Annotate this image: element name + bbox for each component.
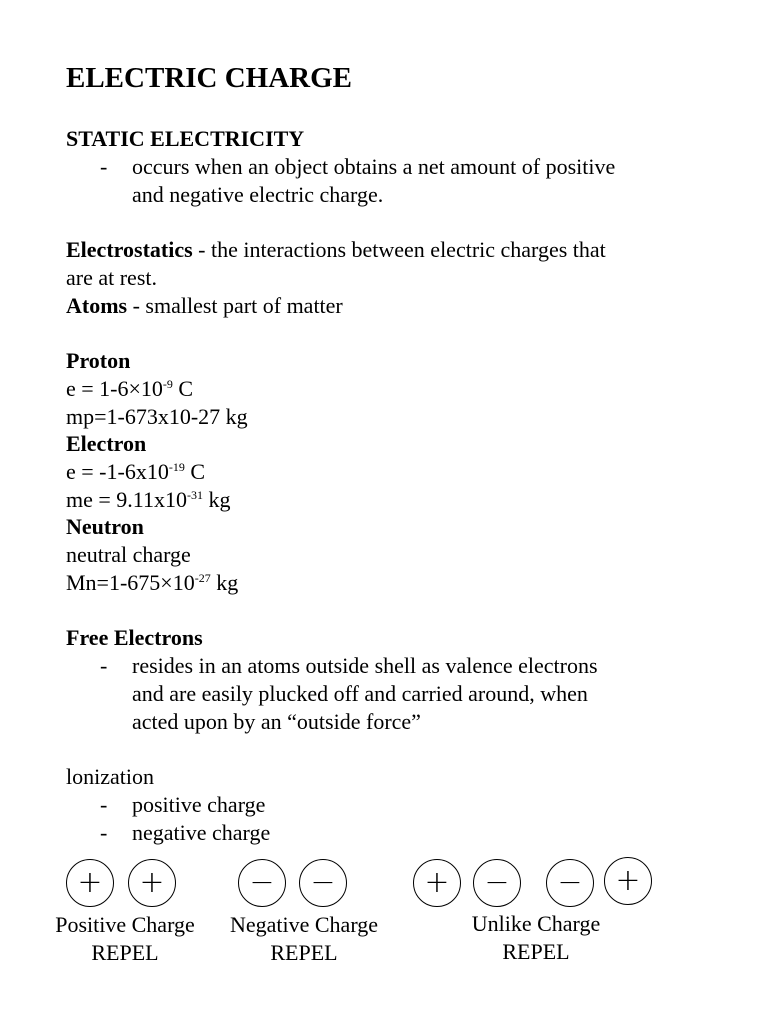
electrostatics-term: Electrostatics bbox=[66, 237, 193, 262]
positive-charge-circle: + bbox=[66, 859, 114, 907]
static-electricity-heading: STATIC ELECTRICITY bbox=[66, 126, 305, 151]
proton-charge bbox=[66, 375, 193, 403]
negative-charge-circle: − bbox=[299, 859, 347, 907]
positive-charge-circle: + bbox=[604, 857, 652, 905]
unlike-charge-result: REPEL bbox=[502, 939, 570, 964]
positive-charge-result: REPEL bbox=[91, 940, 159, 965]
atoms-def: - smallest part of matter bbox=[127, 293, 343, 318]
proton-mass: mp=1-673x10-27 kg bbox=[66, 404, 248, 429]
negative-charge-circle: − bbox=[546, 859, 594, 907]
atoms-definition bbox=[66, 292, 343, 320]
page-title: ELECTRIC CHARGE bbox=[66, 62, 353, 94]
electron-heading: Electron bbox=[66, 431, 147, 456]
bullet-dash: - bbox=[100, 820, 108, 845]
static-electricity-line-2: and negative electric charge. bbox=[132, 182, 384, 207]
electrostatics-def-2: are at rest. bbox=[66, 265, 157, 290]
neutron-heading: Neutron bbox=[66, 514, 144, 539]
electrostatics-definition bbox=[66, 236, 606, 264]
bullet-dash: - bbox=[100, 154, 108, 179]
neutron-mass bbox=[66, 569, 238, 597]
atoms-term: Atoms bbox=[66, 293, 128, 318]
electron-charge bbox=[66, 458, 205, 486]
electrostatics-def-1: - the interactions between electric charges that bbox=[192, 237, 606, 262]
electron-mass-exponent: -31 bbox=[186, 488, 203, 502]
electron-mass bbox=[66, 486, 230, 514]
neutron-mass-exponent: -27 bbox=[194, 571, 211, 585]
free-electrons-line-1: resides in an atoms outside shell as valence electrons bbox=[132, 653, 598, 678]
electron-charge-exponent: -19 bbox=[168, 460, 185, 474]
bullet-dash: - bbox=[100, 653, 108, 678]
neutron-mass-base: Mn=1-675×10 bbox=[66, 570, 195, 595]
electron-charge-base: e = -1-6x10 bbox=[66, 459, 169, 484]
negative-charge-result: REPEL bbox=[270, 940, 338, 965]
static-electricity-line-1: occurs when an object obtains a net amount of positive bbox=[132, 154, 616, 179]
unlike-charge-label: Unlike Charge bbox=[471, 911, 601, 936]
free-electrons-line-2: and are easily plucked off and carried around, when bbox=[132, 681, 588, 706]
positive-charge-circle: + bbox=[413, 859, 461, 907]
free-electrons-line-3: acted upon by an “outside force” bbox=[132, 709, 421, 734]
bullet-dash: - bbox=[100, 792, 108, 817]
neutron-charge: neutral charge bbox=[66, 542, 191, 567]
free-electrons-heading: Free Electrons bbox=[66, 625, 203, 650]
proton-heading: Proton bbox=[66, 348, 131, 373]
electron-charge-unit: C bbox=[184, 459, 206, 484]
neutron-mass-unit: kg bbox=[210, 570, 239, 595]
negative-charge-circle: − bbox=[238, 859, 286, 907]
positive-charge-label: Positive Charge bbox=[55, 912, 195, 937]
electron-mass-base: me = 9.11x10 bbox=[66, 487, 187, 512]
proton-charge-exponent: -9 bbox=[162, 377, 173, 391]
negative-charge-circle: − bbox=[473, 859, 521, 907]
electron-mass-unit: kg bbox=[202, 487, 231, 512]
negative-charge-label: Negative Charge bbox=[229, 912, 379, 937]
ionization-item-negative: negative charge bbox=[132, 820, 271, 845]
proton-charge-unit: C bbox=[172, 376, 194, 401]
proton-charge-base: e = 1-6×10 bbox=[66, 376, 163, 401]
ionization-heading: lonization bbox=[66, 764, 154, 789]
ionization-item-positive: positive charge bbox=[132, 792, 266, 817]
positive-charge-circle: + bbox=[128, 859, 176, 907]
